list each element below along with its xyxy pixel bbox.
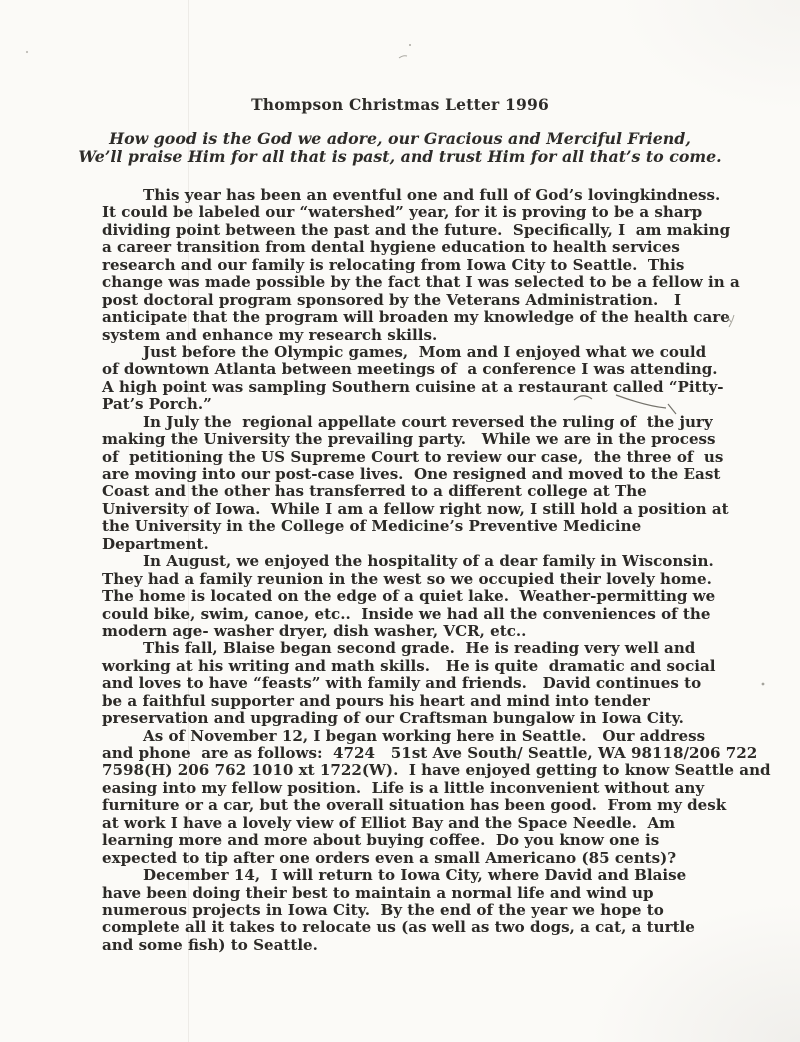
letter-line: This year has been an eventful one and full of God’s lovingkindness. [143,186,721,204]
letter-line: In July the regional appellate court reversed the ruling of the jury [143,412,713,431]
letter-line: could bike, swim, canoe, etc.. Inside we had all the conveniences of the [102,604,711,623]
letter-line: learning more and more about buying coffee. Do you know one is [102,831,660,850]
letter-line: modern age- washer dryer, dish washer, VCR, etc.. [102,621,527,640]
letter-line: expected to tip after one orders even a small Americano (85 cents)? [102,848,677,867]
letter-line: and phone are as follows: 4724 51st Ave South/ Seattle, WA 98118/206 722 [102,744,758,762]
letter-line: be a faithful supporter and pours his heart and mind into tender [102,691,650,710]
letter-title: Thompson Christmas Letter 1996 [251,95,549,114]
letter-line: easing into my fellow position. Life is a little inconvenient without any [102,778,705,797]
letter-line: and some fish) to Seattle. [102,935,318,954]
letter-line: In August, we enjoyed the hospitality of a dear family in Wisconsin. [143,552,714,571]
letter-paragraph [102,726,771,868]
letter-paragraph [102,344,762,414]
letter-line: system and enhance my research skills. [102,325,438,344]
letter-body [102,186,771,954]
letter-line: the University in the College of Medicine’s Preventive Medicine [102,517,642,536]
letter-line: This fall, Blaise began second grade. He is reading very well and [143,639,696,658]
letter-line: making the University the prevailing party. While we are in the process [102,430,716,449]
letter-line: post doctoral program sponsored by the Veterans Administration. I [102,290,682,309]
letter-line: research and our family is relocating from Iowa City to Seattle. This [102,255,685,274]
letter-line: They had a family reunion in the west so we occupied their lovely home. [102,569,712,588]
letter-line: are moving into our post-case lives. One resigned and moved to the East [102,465,721,483]
letter-line: of downtown Atlanta between meetings of a conference I was attending. [102,360,718,379]
letter-line: dividing point between the past and the future. Specifically, I am making [102,220,731,239]
letter-line: preservation and upgrading of our Craftsman bungalow in Iowa City. [102,709,684,728]
letter-line: working at his writing and math skills. He is quite dramatic and social [102,656,716,675]
letter-paragraph [102,414,762,554]
letter-epigraph [0,130,800,165]
letter-line: As of November 12, I began working here in Seattle. Our address [143,726,706,745]
letter-line: It could be labeled our “watershed” year, for it is proving to be a sharp [102,203,703,222]
epigraph-line-2: We’ll praise Him for all that is past, and trust Him for all that’s to come. [78,146,722,166]
speck-dot-mark [762,683,765,686]
letter-line: numerous projects in Iowa City. By the end of the year we hope to [102,900,664,919]
letter-line: furniture or a car, but the overall situation has been good. From my desk [102,796,727,815]
letter-paragraph [102,187,762,344]
epigraph-line-1: How good is the God we adore, our Gracious and Merciful Friend, [109,129,691,148]
letter-line: a career transition from dental hygiene education to health services [102,238,680,257]
letter-line: at work I have a lovely view of Elliot Bay and the Space Needle. Am [102,813,676,832]
letter-line: Department. [102,534,209,553]
letter-paragraph [102,867,762,954]
letter-line: The home is located on the edge of a quiet lake. Weather-permitting we [102,587,716,606]
faint-scribble-mark [399,44,411,58]
letter-paragraph [102,553,762,640]
letter-line: December 14, I will return to Iowa City, where David and Blaise [143,866,687,885]
letter-line: 7598(H) 206 762 1010 xt 1722(W). I have enjoyed getting to know Seattle and [102,761,771,780]
speck-dot-upper-left [26,51,28,53]
letter-line: change was made possible by the fact that I was selected to be a fellow in a [102,273,740,292]
letter-line: Coast and the other has transferred to a different college at The [102,482,647,501]
letter-line: of petitioning the US Supreme Court to review our case, the three of us [102,447,724,466]
letter-line: Just before the Olympic games, Mom and I enjoyed what we could [143,342,707,361]
letter-line: complete all it takes to relocate us (as well as two dogs, a cat, a turtle [102,918,695,937]
letter-line: have been doing their best to maintain a normal life and wind up [102,883,654,902]
letter-line: A high point was sampling Southern cuisine at a restaurant called “Pitty- [102,377,724,396]
letter-paragraph [102,640,762,727]
letter-line: anticipate that the program will broaden my knowledge of the health care [102,308,730,327]
letter-line: and loves to have “feasts” with family and friends. David continues to [102,674,702,693]
letter-line: Pat’s Porch.” [102,395,212,414]
letter-line: University of Iowa. While I am a fellow right now, I still hold a position at [102,499,729,518]
